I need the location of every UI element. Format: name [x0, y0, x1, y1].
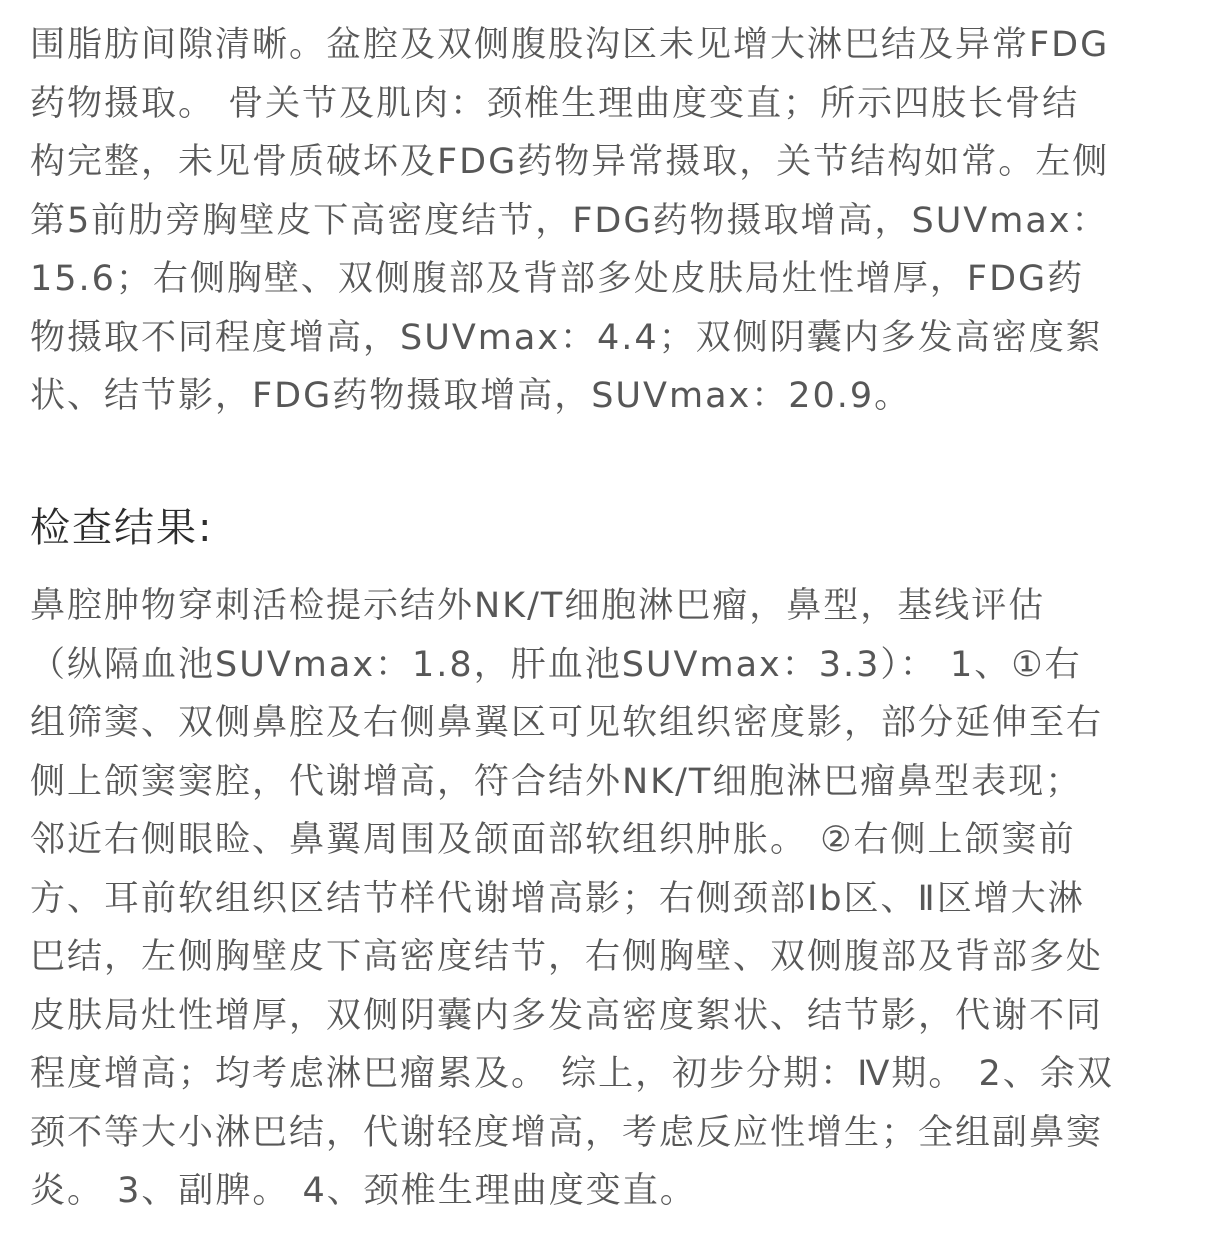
findings-paragraph	[30, 0, 1190, 426]
findings-line: 构完整，未见骨质破坏及FDG药物异常摄取，关节结构如常。左侧	[30, 142, 1110, 182]
result-line: 程度增高；均考虑淋巴瘤累及。 综上，初步分期：Ⅳ期。 2、余双	[30, 1054, 1114, 1094]
findings-line: 物摄取不同程度增高，SUVmax：4.4；双侧阴囊内多发高密度絮	[30, 317, 1103, 358]
findings-line: 药物摄取。 骨关节及肌肉：颈椎生理曲度变直；所示四肢长骨结	[30, 83, 1080, 124]
result-line: 巴结，左侧胸壁皮下高密度结节，右侧胸壁、双侧腹部及背部多处	[30, 937, 1104, 977]
result-line: 皮肤局灶性增厚，双侧阴囊内多发高密度絮状、结节影，代谢不同	[30, 995, 1104, 1036]
result-line: 炎。 3、副脾。 4、颈椎生理曲度变直。	[30, 1171, 697, 1211]
exam-result-paragraph	[30, 577, 1190, 1221]
result-line: 组筛窦、双侧鼻腔及右侧鼻翼区可见软组织密度影，部分延伸至右	[30, 703, 1104, 743]
result-line: 鼻腔肿物穿刺活检提示结外NK/T细胞淋巴瘤，鼻型，基线评估	[30, 586, 1046, 626]
result-line: 方、耳前软组织区结节样代谢增高影；右侧颈部Ⅰb区、Ⅱ区增大淋	[30, 878, 1085, 919]
report-document	[30, 0, 1190, 426]
findings-line: 围脂肪间隙清晰。盆腔及双侧腹股沟区未见增大淋巴结及异常FDG	[30, 25, 1110, 65]
findings-line: 状、结节影，FDG药物摄取增高，SUVmax：20.9。	[30, 376, 912, 416]
findings-line: 15.6；右侧胸壁、双侧腹部及背部多处皮肤局灶性增厚，FDG药	[30, 259, 1085, 299]
result-line: 邻近右侧眼睑、鼻翼周围及颌面部软组织肿胀。 ②右侧上颌窦前	[30, 820, 1076, 860]
result-line: 侧上颌窦窦腔，代谢增高，符合结外NK/T细胞淋巴瘤鼻型表现；	[30, 761, 1083, 802]
result-line: （纵隔血池SUVmax：1.8，肝血池SUVmax：3.3）： 1、①右	[30, 644, 1082, 685]
section-title-exam-result: 检查结果:	[30, 505, 214, 551]
findings-line: 第5前肋旁胸壁皮下高密度结节，FDG药物摄取增高，SUVmax：	[30, 200, 1109, 241]
result-line: 颈不等大小淋巴结，代谢轻度增高，考虑反应性增生；全组副鼻窦	[30, 1112, 1104, 1153]
